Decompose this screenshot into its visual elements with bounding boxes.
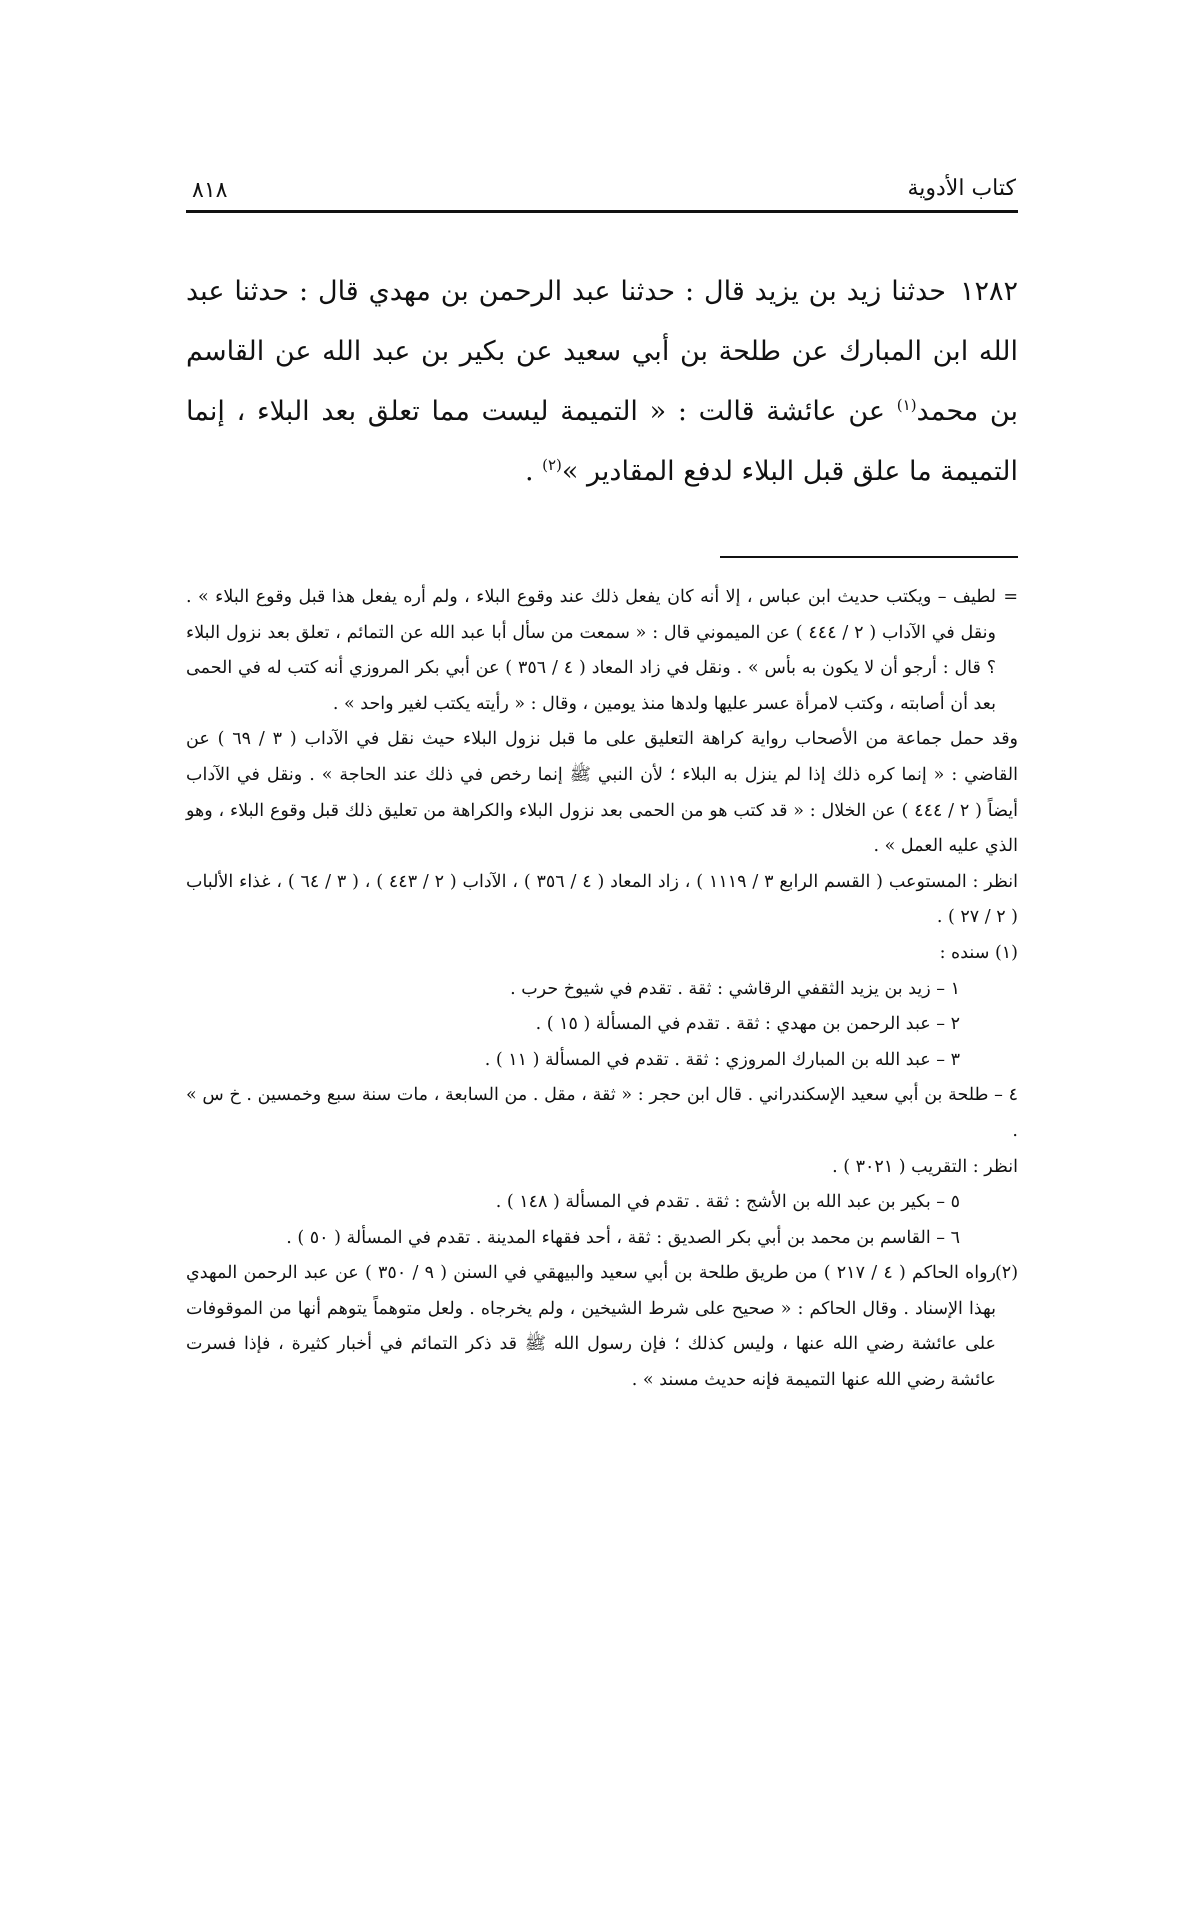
narrator-line: ٤ – طلحة بن أبي سعيد الإسكندراني . قال ابن حجر : « ثقة ، مقل . من السابعة ، مات سنة سبع وخمسين . خ س » . xyxy=(186,1085,1018,1141)
footnote-2-text: رواه الحاكم ( ٤ / ٢١٧ ) من طريق طلحة بن أبي سعيد والبيهقي في السنن ( ٩ / ٣٥٠ ) عن عبد الرحمن المهدي بهذا الإسناد . وقال الحاكم : « صحيح على شرط الشيخين ، ولم يخرجاه . ولعل متوهماً يتوهم أنها من الموقوفات على عائشة رضي الله عنها ، وليس كذلك ؛ فإن رسول الله ﷺ قد ذكر التمائم في أخبار كثيرة ، فإذا فسرت عائشة رضي الله عنها التميمة فإنه حديث مسند » . xyxy=(186,1263,997,1391)
running-title: كتاب الأدوية xyxy=(907,176,1016,201)
narrator-line: ٣ – عبد الله بن المبارك المروزي : ثقة . تقدم في المسألة ( ١١ ) . xyxy=(484,1049,960,1070)
footnote-1-title: سنده : xyxy=(939,942,990,963)
hadith-text-part-2: عن عائشة قالت : « التميمة ليست مما تعلق بعد البلاء ، إنما التميمة ما علق قبل البلاء لدفع المقادير » xyxy=(186,396,1018,487)
footnotes xyxy=(186,580,1018,1399)
continuation-mark: = xyxy=(1003,587,1018,607)
footnote-1-label: (١) xyxy=(994,942,1018,963)
narrator-source: انظر : التقريب ( ٣٠٢١ ) . xyxy=(832,1156,1018,1177)
narrator-line: ١ – زيد بن يزيد الثقفي الرقاشي : ثقة . تقدم في شيوخ حرب . xyxy=(510,978,960,999)
footnote-ref-1: (١) xyxy=(896,396,917,414)
hadith-text-part-1: حدثنا زيد بن يزيد قال : حدثنا عبد الرحمن بن مهدي قال : حدثنا عبد الله ابن المبارك عن طلحة بن أبي سعيد عن بكير بن عبد الله عن القاسم بن محمد xyxy=(186,276,1018,427)
narrator-line: ٦ – القاسم بن محمد بن أبي بكر الصديق : ثقة ، أحد فقهاء المدينة . تقدم في المسألة ( ٥٠ ) . xyxy=(286,1227,960,1248)
footnote-1-heading xyxy=(186,936,1018,972)
narrator-line: ٢ – عبد الرحمن بن مهدي : ثقة . تقدم في المسألة ( ١٥ ) . xyxy=(535,1014,960,1035)
footnote-continuation xyxy=(186,580,1018,722)
footnote-paragraph: وقد حمل جماعة من الأصحاب رواية كراهة التعليق على ما قبل نزول البلاء حيث نقل في الآداب ( ٣ / ٦٩ ) عن القاضي : « إنما كره ذلك إذا لم ينزل به البلاء ؛ لأن النبي ﷺ إنما رخص في ذلك عند الحاجة » . ونقل في الآداب أيضاً ( ٢ / ٤٤٤ ) عن الخلال : « قد كتب هو من الحمى بعد نزول البلاء والكراهة من تعليق ذلك قبل وقوع البلاء ، وهو الذي عليه العمل » . xyxy=(186,729,1019,857)
narrator-line: ٥ – بكير بن عبد الله بن الأشج : ثقة . تقدم في المسألة ( ١٤٨ ) . xyxy=(495,1192,960,1213)
hadith-number: ١٢٨٢ xyxy=(959,276,1018,307)
page-number: ٨١٨ xyxy=(192,178,228,203)
footnote-2-label: (٢) xyxy=(994,1263,1019,1284)
continuation-text: لطيف – ويكتب حديث ابن عباس ، إلا أنه كان يفعل ذلك عند وقوع البلاء ، ولم أره يفعل هذا قبل وقوع البلاء » . ونقل في الآداب ( ٢ / ٤٤٤ ) عن الميموني قال : « سمعت من سأل أبا عبد الله عن التمائم ، تعلق بعد نزول البلاء ؟ قال : أرجو أن لا يكون به بأس » . ونقل في زاد المعاد ( ٤ / ٣٥٦ ) عن أبي بكر المروزي أنه كتب له في الحمى بعد أن أصابته ، وكتب لامرأة عسر عليها ولدها منذ يومين ، وقال : « رأيته يكتب لغير واحد » . xyxy=(186,587,996,714)
hadith-paragraph xyxy=(186,262,1018,502)
footnote-2 xyxy=(186,1256,1018,1398)
hadith-text-end: . xyxy=(524,456,543,487)
footnote-references: انظر : المستوعب ( القسم الرابع ٣ / ١١١٩ ) ، زاد المعاد ( ٤ / ٣٥٦ ) ، الآداب ( ٢ / ٤٤٣ ) ، ( ٣ / ٦٤ ) ، غذاء الألباب ( ٢ / ٢٧ ) . xyxy=(186,871,1019,928)
hadith-block xyxy=(186,262,1018,502)
footnote-separator xyxy=(720,556,1018,558)
footnote-ref-2: (٢) xyxy=(542,456,562,474)
header-rule xyxy=(186,210,1018,213)
